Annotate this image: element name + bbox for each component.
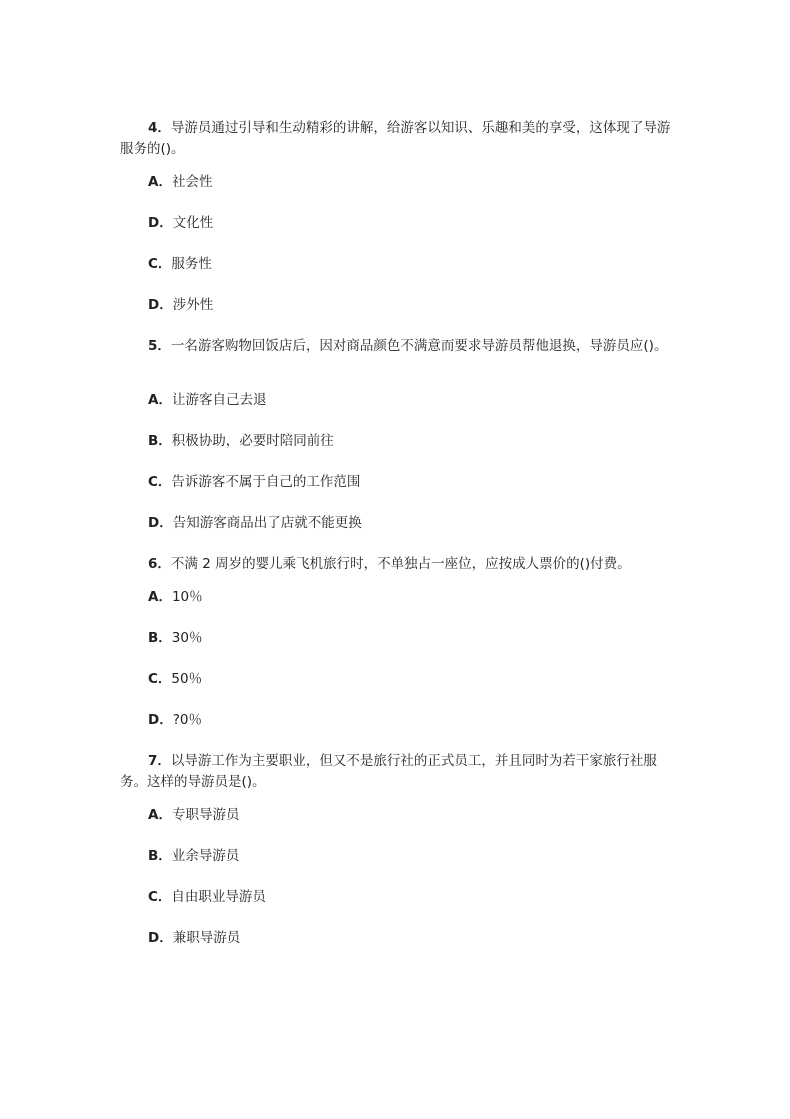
option-item xyxy=(148,805,680,826)
option-letter: D． xyxy=(148,515,173,531)
option-text: 告诉游客不属于自己的工作范围 xyxy=(171,474,361,490)
option-item xyxy=(148,669,680,690)
option-text: 业余导游员 xyxy=(171,848,240,864)
option-letter: D． xyxy=(148,930,173,946)
document-page xyxy=(120,118,680,969)
option-text: 自由职业导游员 xyxy=(171,889,266,905)
option-text: 专职导游员 xyxy=(171,807,240,823)
option-item xyxy=(148,887,680,908)
option-letter: A． xyxy=(148,392,172,408)
option-letter: C． xyxy=(148,671,172,687)
question-number: 5． xyxy=(148,338,171,354)
option-item xyxy=(148,431,680,452)
option-item xyxy=(148,513,680,534)
option-letter: D． xyxy=(148,215,173,231)
question-5 xyxy=(120,336,680,357)
question-4 xyxy=(120,118,680,160)
option-item xyxy=(148,587,680,608)
option-text: 文化性 xyxy=(172,215,214,231)
option-text: 30％ xyxy=(171,630,203,646)
question-6 xyxy=(120,554,680,575)
question-number: 4． xyxy=(148,120,171,136)
option-text: 涉外性 xyxy=(172,297,214,313)
option-item xyxy=(148,213,680,234)
option-letter: B． xyxy=(148,433,172,449)
option-text: 让游客自己去退 xyxy=(171,392,267,408)
option-item xyxy=(148,390,680,411)
option-text: 积极协助，必要时陪同前往 xyxy=(171,433,334,449)
option-text: 兼职导游员 xyxy=(172,930,241,946)
option-item xyxy=(148,254,680,275)
question-number: 6． xyxy=(148,556,171,572)
option-letter: D． xyxy=(148,297,173,313)
option-letter: D． xyxy=(148,712,173,728)
question-text: 导游员通过引导和生动精彩的讲解，给游客以知识、乐趣和美的享受，这体现了导游服务的()。 xyxy=(120,120,671,157)
option-text: 10％ xyxy=(171,589,203,605)
option-item xyxy=(148,472,680,493)
question-text: 一名游客购物回饭店后，因对商品颜色不满意而要求导游员帮他退换，导游员应()。 xyxy=(170,338,668,354)
option-letter: B． xyxy=(148,848,172,864)
option-letter: C． xyxy=(148,474,172,490)
spacer xyxy=(120,369,680,390)
option-item xyxy=(148,172,680,193)
option-text: 告知游客商品出了店就不能更换 xyxy=(172,515,362,531)
option-letter: B． xyxy=(148,630,172,646)
option-item xyxy=(148,628,680,649)
question-text: 不满 2 周岁的婴儿乘飞机旅行时，不单独占一座位，应按成人票价的()付费。 xyxy=(170,556,631,572)
option-letter: C． xyxy=(148,256,172,272)
option-item xyxy=(148,846,680,867)
question-number: 7． xyxy=(148,753,171,769)
option-text: 社会性 xyxy=(171,174,213,190)
option-text: ?0％ xyxy=(172,712,202,728)
option-letter: C． xyxy=(148,889,172,905)
option-item xyxy=(148,295,680,316)
option-letter: A． xyxy=(148,807,172,823)
option-item xyxy=(148,710,680,731)
option-letter: A． xyxy=(148,174,172,190)
option-text: 服务性 xyxy=(171,256,212,272)
option-text: 50％ xyxy=(171,671,203,687)
option-letter: A． xyxy=(148,589,172,605)
question-7 xyxy=(120,751,680,793)
question-text: 以导游工作为主要职业，但又不是旅行社的正式员工，并且同时为若干家旅行社服务。这样的导游员是()。 xyxy=(120,753,657,790)
option-item xyxy=(148,928,680,949)
